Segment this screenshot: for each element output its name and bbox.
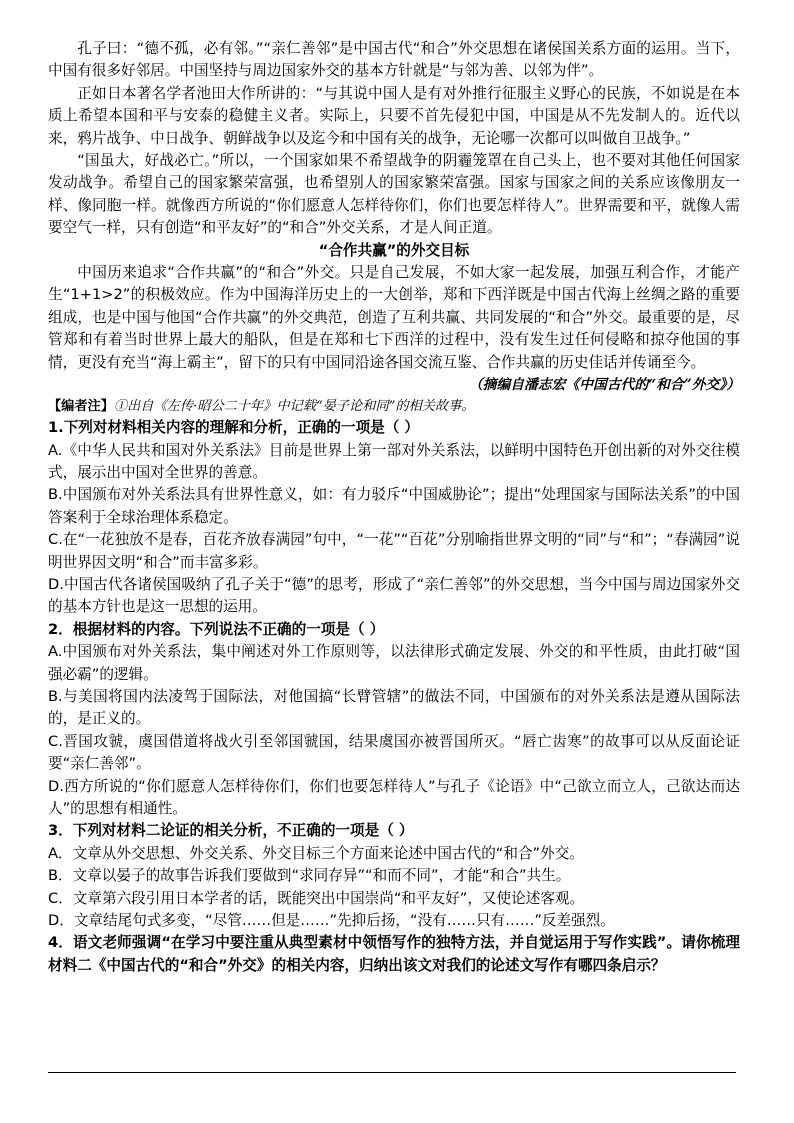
passage-paragraph-4: 中国历来追求“合作共赢”的“和合”外交。只是自己发展，不如大家一起发展，加强互利合作，才能产生“1+1>2”的积极效应。作为中国海洋历史上的一大创举，郑和下西洋既是中国古代海上丝绸之路的重要组成，也是中国与他国“合作共赢”的外交典范，创造了互利共赢、共同发展的“和合”外交。最重要的是，尽管郑和有着当时世界上最大的船队，但是在郑和七下西洋的过程中，没有发生过任何侵略和掠夺他国的事情，更没有充当“海上霸主”，留下的只有中国同沿途各国交流互鉴、合作共赢的历史佳话并传诵至今。: [48, 264, 740, 371]
question-2-option-a: A.中国颁布对外关系法，集中阐述对外工作原则等，以法律形式确定发展、外交的和平性质，由此打破“国强必霸”的逻辑。: [48, 643, 740, 683]
question-2-stem: 2．根据材料的内容。下列说法不正确的一项是（ ）: [48, 620, 385, 638]
question-2: [48, 619, 740, 821]
question-3-option-a: A．文章从外交思想、外交关系、外交目标三个方面来论述中国古代的“和合”外交。: [48, 844, 584, 862]
document-page: [48, 38, 740, 977]
passage-paragraph-1: 孔子曰：“德不孤，必有邻。”“亲仁善邻”是中国古代“和合”外交思想在诸侯国关系方面的运用。当下，中国有很多好邻居。中国坚持与周边国家外交的基本方针就是“与邻为善、以邻为伴”。: [48, 40, 740, 80]
question-1-stem: 1.下列对材料相关内容的理解和分析，正确的一项是（ ）: [48, 419, 420, 437]
passage-paragraph-3: “国虽大，好战必亡。”所以，一个国家如果不希望战争的阴霾笼罩在自己头上，也不要对其他任何国家发动战争。希望自己的国家繁荣富强，也希望别人的国家繁荣富强。国家与国家之间的关系应该像朋友一样、像同胞一样。就像西方所说的“你们愿意人怎样待你们，你们也要怎样待人”。世界需要和平，就像人需要空气一样，只有创造“和平友好”的“和合”外交关系，才是人间正道。: [48, 152, 740, 237]
question-2-option-d: D.西方所说的“你们愿意人怎样待你们，你们也要怎样待人”与孔子《论语》中“己欲立而立人，己欲达而达人”的思想有相通性。: [48, 777, 740, 817]
editor-note-tag: 【编者注】: [48, 399, 114, 415]
editor-note: [48, 396, 740, 417]
question-1-option-c: C.在“一花独放不是春，百花齐放春满园”句中，“一花”“百花”分别喻指世界文明的“同”与“和”；“春满园”说明世界因文明“和合”而丰富多彩。: [48, 531, 740, 571]
editor-note-body: ①出自《左传·昭公二十年》中记载“晏子论和同”的相关故事。: [113, 399, 475, 415]
question-3-stem: 3．下列对材料二论证的相关分析，不正确的一项是（ ）: [48, 822, 414, 840]
question-1-option-a: A.《中华人民共和国对外关系法》目前是世界上第一部对外关系法，以鲜明中国特色开创出新的对外交往模式，展示出中国对全世界的善意。: [48, 441, 740, 481]
question-3-option-d: D．文章结尾句式多变，“尽管……但是……”先抑后扬，“没有……只有……”反差强烈。: [48, 912, 615, 930]
question-2-option-b: B.与美国将国内法凌驾于国际法，对他国搞“长臂管辖”的做法不同，中国颁布的对外关系法是遵从国际法的，是正义的。: [48, 687, 740, 728]
question-1-option-b: B.中国颁布对外关系法具有世界性意义，如：有力驳斥“中国威胁论”；提出“处理国家与国际法关系”的中国答案利于全球治理体系稳定。: [48, 486, 740, 526]
question-1: [48, 417, 740, 619]
question-3-option-c: C．文章第六段引用日本学者的话，既能突出中国崇尚“和平友好”，又使论述客观。: [48, 889, 585, 907]
passage-paragraph-2: 正如日本著名学者池田大作所讲的：“与其说中国人是有对外推行征服主义野心的民族，不如说是在本质上希望本国和平与安泰的稳健主义者。实际上，只要不首先侵犯中国，中国是从不先发制人的。近代以来，鸦片战争、中日战争、朝鲜战争以及迄今和中国有关的战争，无论哪一次都可以叫做自卫战争。”: [48, 84, 740, 147]
question-3: [48, 820, 740, 932]
answer-line[interactable]: [48, 1072, 736, 1073]
question-4-stem: 4．语文老师强调“在学习中要注重从典型素材中领悟写作的独特方法，并自觉运用于写作实践”。请你梳理材料二《中国古代的“和合”外交》的相关内容，归纳出该文对我们的论述文写作有哪四条启示？: [48, 934, 740, 974]
source-citation: （摘编自潘志宏《中国古代的“和合”外交》）: [468, 377, 740, 394]
section-heading: “合作共赢”的外交目标: [318, 241, 470, 259]
question-3-option-b: B．文章以晏子的故事告诉我们要做到“求同存异”“和而不同”，才能“和合”共生。: [48, 867, 571, 885]
question-2-option-c: C.晋国攻虢，虞国借道将战火引至邻国虢国，结果虞国亦被晋国所灭。“唇亡齿寒”的故事可以从反面论证要“亲仁善邻”。: [48, 732, 740, 773]
question-1-option-d: D.中国古代各诸侯国吸纳了孔子关于“德”的思考，形成了“亲仁善邻”的外交思想，当今中国与周边国家外交的基本方针也是这一思想的运用。: [48, 575, 740, 616]
question-4: [48, 932, 740, 977]
